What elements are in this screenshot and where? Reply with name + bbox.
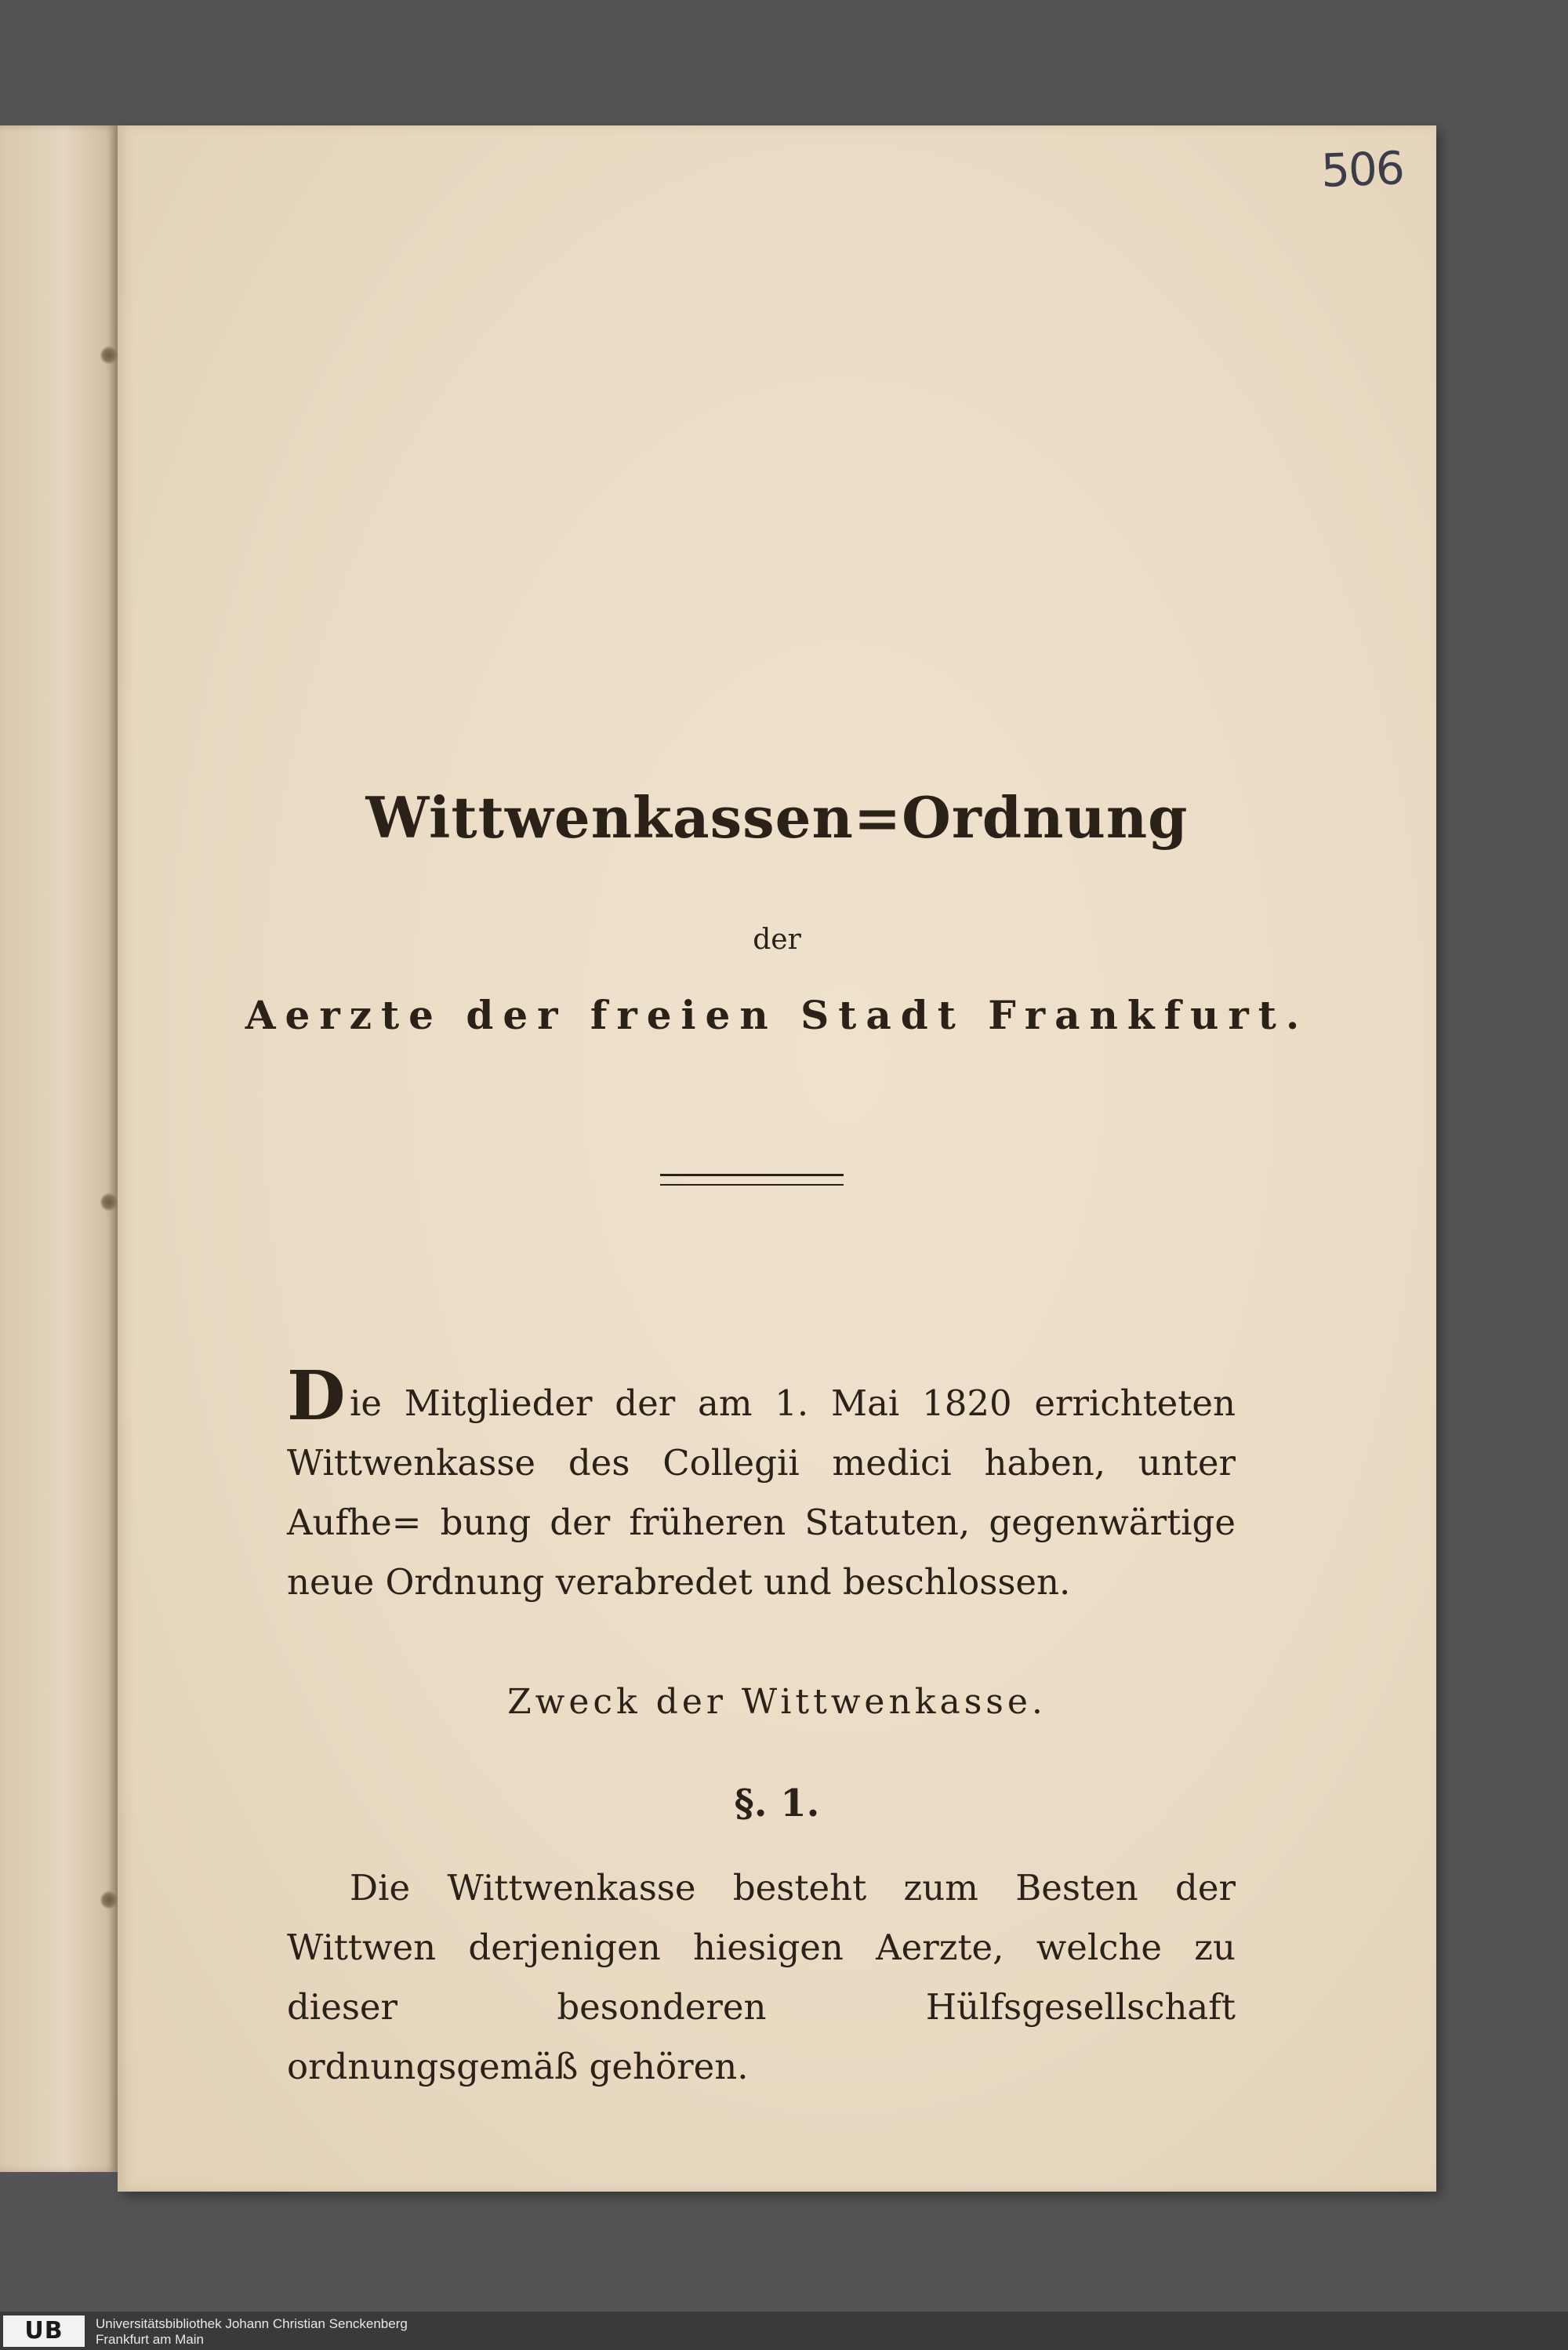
library-name: Universitätsbibliothek Johann Christian Senckenberg bbox=[96, 2316, 408, 2331]
document-subtitle: Aerzte der freien Stadt Frankfurt. bbox=[245, 992, 1309, 1038]
drop-capital: D bbox=[287, 1357, 346, 1436]
previous-page-edge bbox=[0, 125, 118, 2172]
intro-paragraph: ie Mitglieder der am 1. Mai 1820 errichteten Wittwenkasse des Collegii medici haben, unter Aufhe= bung der früheren Statuten, gegenwärtige neue Ordnung verabredet und beschlossen. bbox=[287, 1382, 1236, 1603]
binding-stitch bbox=[100, 1890, 118, 1910]
title-divider bbox=[660, 1174, 844, 1186]
binding-stitch bbox=[100, 345, 118, 365]
library-location: Frankfurt am Main bbox=[96, 2332, 204, 2347]
section-heading: Zweck der Wittwenkasse. bbox=[507, 1682, 1047, 1722]
document-page bbox=[118, 125, 1436, 2192]
title-connector: der bbox=[753, 924, 801, 956]
section-paragraph: Die Wittwenkasse besteht zum Besten der Wittwen derjenigen hiesigen Aerzte, welche zu dieser besonderen Hülfsgesellschaft ordnungsgemäß gehören. bbox=[287, 1867, 1236, 2087]
binding-stitch bbox=[100, 1192, 118, 1212]
section-number: §. 1. bbox=[734, 1782, 820, 1825]
ub-logo[interactable]: UB bbox=[3, 2315, 85, 2347]
document-title: Wittwenkassen=Ordnung bbox=[365, 784, 1189, 851]
handwritten-shelfmark: 506 bbox=[1319, 141, 1404, 198]
